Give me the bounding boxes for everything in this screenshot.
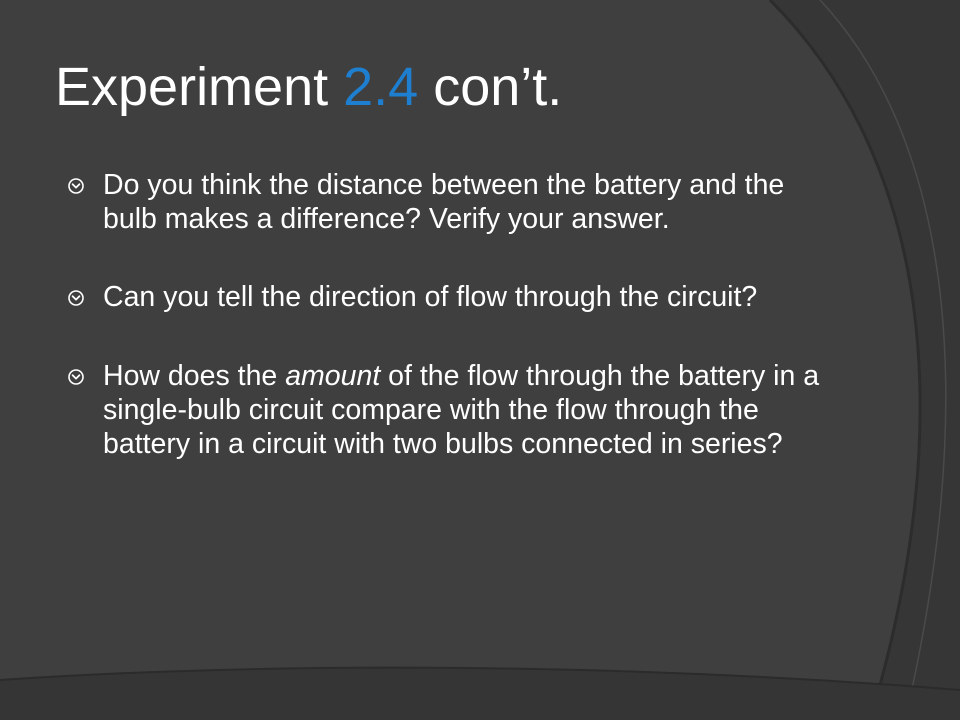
circled-chevron-down-icon: [68, 369, 84, 385]
bullet-item: [66, 168, 826, 236]
bullet-text-before: How does the: [103, 359, 286, 392]
bullet-text-after: of the flow through the battery in a single-bulb circuit compare with the flow through the battery in a circuit with two bulbs connected in series?: [103, 359, 820, 460]
bullet-text-emphasis: amount: [285, 359, 381, 392]
title-number: 2.4: [343, 57, 419, 117]
circled-chevron-down-icon: [68, 290, 84, 306]
bullet-text: Do you think the distance between the battery and the bulb makes a difference? Verify your answer.: [103, 169, 785, 236]
title-main: Experiment: [55, 57, 329, 117]
title-suffix: con’t.: [433, 57, 563, 117]
circled-chevron-down-icon: [68, 178, 84, 194]
slide-title: [55, 58, 562, 117]
bullet-text: Can you tell the direction of flow through the circuit?: [103, 281, 758, 314]
bullet-item: [66, 359, 826, 462]
bullet-item: [66, 280, 826, 314]
bullet-text: [103, 360, 819, 460]
bullet-list: [66, 168, 826, 505]
